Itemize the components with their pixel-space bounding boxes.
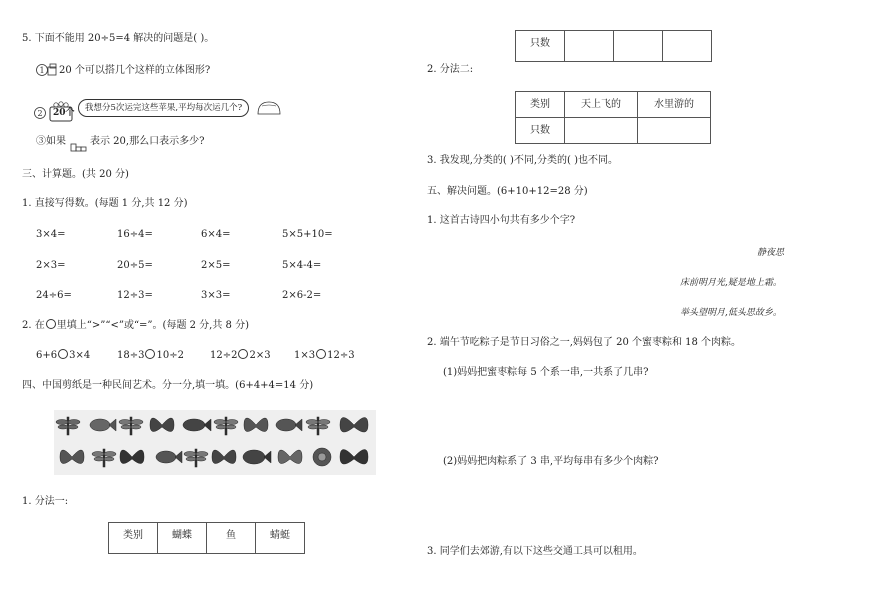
option-3-text: 表示 20,那么口表示多少? (90, 136, 205, 147)
option-3-blocks-icon (70, 138, 90, 148)
table-cell: 蝴蝶 (158, 523, 207, 554)
table-cell: 只数 (516, 118, 565, 144)
calc-item: 5×4-4= (282, 260, 322, 271)
compare-left: 12÷2 (210, 350, 238, 361)
paper-cutting-image (54, 410, 376, 475)
calc-item: 2×6-2= (282, 290, 322, 301)
question-1-heading: 1. 直接写得数。(每题 1 分,共 12 分) (22, 198, 188, 209)
compare-circle[interactable] (145, 349, 155, 359)
compare-right: 3×4 (69, 350, 91, 361)
option-2-speech-bubble: 我想分5次运完这些苹果,平均每次运几个? (78, 99, 249, 117)
compare-left: 1×3 (294, 350, 316, 361)
question-2-heading (22, 319, 249, 333)
compare-item (210, 349, 271, 363)
table-cell: 类别 (516, 92, 565, 118)
table-cell: 天上飞的 (565, 92, 638, 118)
table-cell: 只数 (516, 31, 565, 62)
calc-item: 16÷4= (117, 229, 153, 240)
child-head-icon (254, 100, 284, 116)
compare-left: 18÷3 (117, 350, 145, 361)
table-method-1 (108, 522, 305, 554)
option-1-text: 20 个可以搭几个这样的立体图形? (59, 65, 211, 76)
poem-title: 静夜思 (757, 248, 785, 258)
question-5: 5. 下面不能用 20÷5=4 解决的问题是( )。 (22, 33, 215, 44)
method-2-label: 2. 分法二: (427, 64, 474, 75)
section-4-heading: 四、中国剪纸是一种民间艺术。分一分,填一填。(6+4+4=14 分) (22, 380, 314, 391)
option-1-cube-icon (36, 62, 58, 78)
poem-line-1: 床前明月光,疑是地上霜。 (680, 278, 782, 288)
compare-item (294, 349, 355, 363)
table-cell: 蜻蜓 (256, 523, 305, 554)
calc-item: 6×4= (201, 229, 231, 240)
question-2-text: 里填上“>”“<”或“=”。(每题 2 分,共 8 分) (56, 320, 249, 331)
calc-item: 12÷3= (117, 290, 153, 301)
table-cell-blank[interactable] (663, 31, 712, 62)
section-3-heading: 三、计算题。(共 20 分) (22, 169, 129, 180)
calc-item: 2×5= (201, 260, 231, 271)
calc-item: 24÷6= (36, 290, 72, 301)
problem-2-part-2: (2)妈妈把肉粽系了 3 串,平均每串有多少个肉粽? (443, 456, 659, 467)
svg-text:2: 2 (37, 109, 43, 118)
table-cell-blank[interactable] (565, 31, 614, 62)
poem-line-2: 举头望明月,低头思故乡。 (680, 308, 782, 318)
compare-item (117, 349, 184, 363)
compare-right: 2×3 (249, 350, 271, 361)
option-3-prefix: ③如果 (36, 136, 66, 147)
table-cell: 水里游的 (638, 92, 711, 118)
compare-right: 12÷3 (327, 350, 355, 361)
problem-2: 2. 端午节吃粽子是节日习俗之一,妈妈包了 20 个蜜枣粽和 18 个肉粽。 (427, 337, 742, 348)
table-cell-blank[interactable] (638, 118, 711, 144)
question-3-finding: 3. 我发现,分类的( )不同,分类的( )也不同。 (427, 155, 619, 166)
compare-left: 6+6 (36, 350, 58, 361)
problem-2-part-1: (1)妈妈把蜜枣粽每 5 个系一串,一共系了几串? (443, 367, 649, 378)
calc-item: 5×5+10= (282, 229, 333, 240)
table-cell-blank[interactable] (565, 118, 638, 144)
question-2-prefix: 2. 在 (22, 320, 45, 331)
table-method-1-count-row (515, 30, 712, 62)
problem-3: 3. 同学们去郊游,有以下这些交通工具可以租用。 (427, 546, 643, 557)
compare-circle[interactable] (238, 349, 248, 359)
method-1-label: 1. 分法一: (22, 496, 69, 507)
answer-circle-icon (46, 319, 56, 329)
table-method-2 (515, 91, 711, 144)
problem-1: 1. 这首古诗四小句共有多少个字? (427, 215, 576, 226)
compare-circle[interactable] (58, 349, 68, 359)
compare-right: 10÷2 (156, 350, 184, 361)
calc-item: 3×4= (36, 229, 66, 240)
calc-item: 2×3= (36, 260, 66, 271)
compare-item (36, 349, 90, 363)
calc-item: 3×3= (201, 290, 231, 301)
table-cell: 类别 (109, 523, 158, 554)
table-cell: 鱼 (207, 523, 256, 554)
option-2-count: 20个 (53, 108, 75, 118)
svg-text:1: 1 (39, 66, 45, 75)
table-cell-blank[interactable] (614, 31, 663, 62)
section-5-heading: 五、解决问题。(6+10+12=28 分) (427, 186, 588, 197)
calc-item: 20÷5= (117, 260, 153, 271)
compare-circle[interactable] (316, 349, 326, 359)
